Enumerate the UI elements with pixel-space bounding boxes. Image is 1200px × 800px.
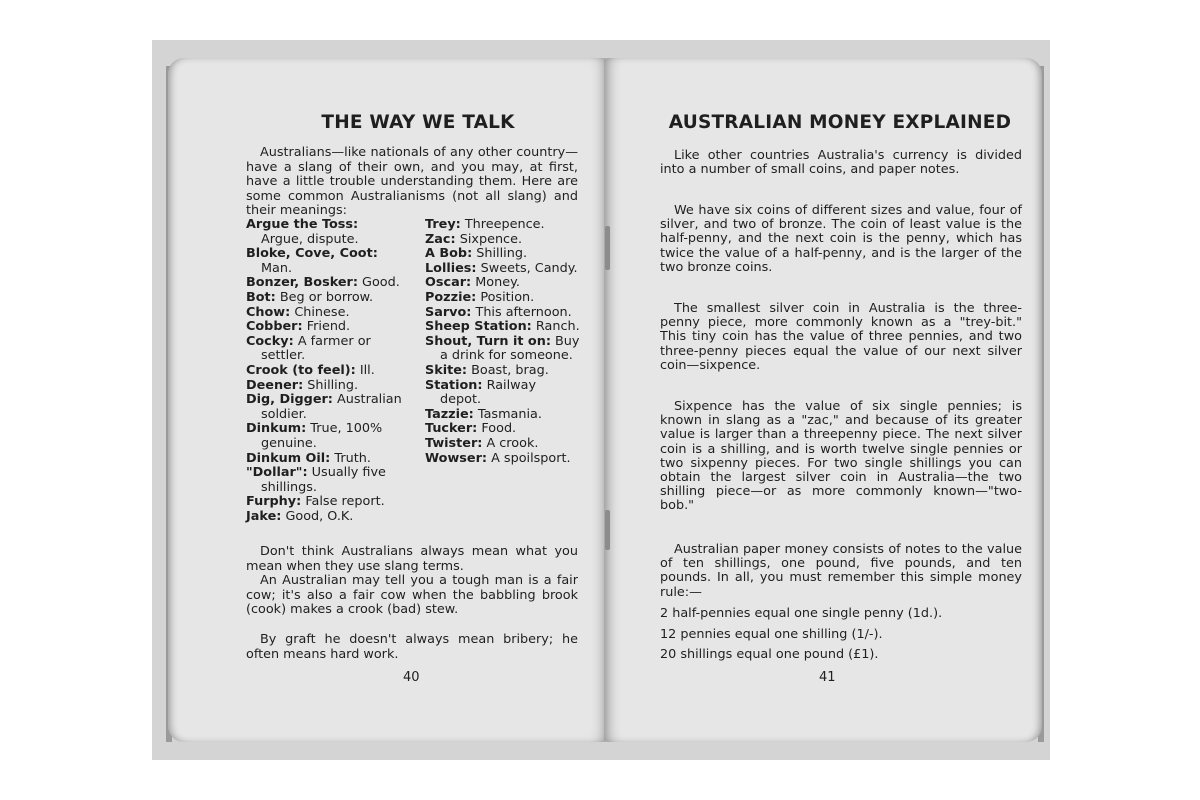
glossary-meaning: Argue, dispute. [261, 231, 359, 247]
glossary-term: Dinkum: [246, 421, 307, 437]
glossary-term: Furphy: [246, 494, 302, 510]
glossary-term: Dig, Digger: [246, 392, 333, 408]
glossary-entry [425, 379, 581, 408]
glossary-meaning: A farmer or settler. [261, 333, 371, 364]
glossary-term: Sarvo: [425, 304, 472, 320]
glossary-entry [246, 452, 404, 467]
slang-meaning-paragraph: Don't think Australians always mean what you mean when they use slang terms. [246, 544, 578, 574]
glossary-term: Wowser: [425, 450, 487, 466]
glossary-entry [246, 364, 404, 379]
glossary-entry [246, 393, 404, 422]
binding-staple [605, 226, 610, 270]
glossary-term: Dinkum Oil: [246, 450, 331, 466]
glossary-entry [246, 335, 404, 364]
glossary-entry [425, 335, 581, 364]
glossary-entry [246, 306, 404, 321]
glossary-meaning: Sweets, Candy. [480, 260, 578, 276]
glossary-term: Zac: [425, 231, 456, 247]
glossary-term: Chow: [246, 304, 291, 320]
glossary-entry [246, 291, 404, 306]
glossary-meaning: Usually five shillings. [261, 465, 386, 495]
glossary-term: Sheep Station: [425, 319, 532, 335]
glossary-entry [246, 276, 404, 291]
glossary-term: Crook (to feel): [246, 362, 356, 378]
glossary-entry [425, 218, 581, 233]
money-rule: 12 pennies equal one shilling (1/-). [660, 627, 883, 642]
glossary-meaning: Buy a drink for someone. [440, 333, 580, 364]
glossary-term: Deener: [246, 377, 304, 393]
glossary-meaning: Money. [475, 275, 520, 291]
glossary-entry [425, 291, 581, 306]
glossary-meaning: Position. [480, 289, 535, 305]
glossary-meaning: Ill. [359, 362, 375, 378]
intro-paragraph: Australians—like nationals of any other country—have a slang of their own, and you may, at first, have a little trouble understanding them. Here are some common Australianisms (not all slang) and their meanings: [246, 145, 578, 219]
glossary-entry [425, 408, 581, 423]
glossary-column-1 [246, 218, 404, 524]
glossary-entry [246, 379, 404, 394]
left-page [168, 58, 608, 742]
glossary-term: Jake: [246, 508, 282, 524]
glossary-meaning: False report. [305, 494, 385, 510]
glossary-meaning: Food. [481, 421, 517, 437]
glossary-term: Bot: [246, 289, 276, 305]
glossary-term: Trey: [425, 217, 461, 232]
glossary-meaning: Sixpence. [459, 231, 523, 247]
glossary-meaning: Man. [261, 260, 293, 276]
glossary-entry [425, 364, 581, 379]
glossary-term: "Dollar": [246, 465, 308, 481]
glossary-meaning: Truth. [334, 450, 371, 466]
glossary-meaning: Boast, brag. [471, 362, 549, 378]
glossary-term: Cobber: [246, 319, 303, 335]
glossary-entry [425, 276, 581, 291]
page-number-left: 40 [403, 670, 420, 685]
right-page [604, 58, 1042, 742]
glossary-meaning: Friend. [306, 319, 351, 335]
glossary-meaning: Threepence. [464, 217, 545, 232]
glossary-term: Skite: [425, 362, 468, 378]
glossary-term: A Bob: [425, 246, 473, 262]
glossary-term: Tucker: [425, 421, 478, 437]
glossary-term: Bloke, Cove, Coot: [246, 246, 378, 262]
glossary-entry [425, 452, 581, 467]
glossary-meaning: True, 100% genuine. [261, 421, 383, 451]
glossary-term: Station: [425, 377, 483, 393]
glossary-entry [425, 320, 581, 335]
glossary-term: Pozzie: [425, 289, 477, 305]
glossary-meaning: Good, O.K. [285, 508, 354, 524]
right-page-title: AUSTRALIAN MONEY EXPLAINED [668, 112, 1012, 133]
glossary-entry [246, 218, 404, 247]
glossary-meaning: Shilling. [307, 377, 359, 393]
glossary-meaning: A crook. [486, 435, 539, 451]
glossary-term: Lollies: [425, 260, 477, 276]
glossary-entry [425, 422, 581, 437]
glossary-entry [425, 437, 581, 452]
glossary-entry [246, 422, 404, 451]
graft-paragraph: By graft he doesn't always mean bribery; he often means hard work. [246, 632, 578, 662]
glossary-meaning: Chinese. [294, 304, 350, 320]
left-page-title: THE WAY WE TALK [321, 112, 515, 133]
glossary-term: Tazzie: [425, 406, 474, 422]
fair-cow-paragraph: An Australian may tell you a tough man is a fair cow; it's also a fair cow when the babbling brook (cook) makes a crook (bad) stew. [246, 573, 578, 618]
glossary-entry [246, 495, 404, 510]
glossary-meaning: A spoilsport. [491, 450, 571, 466]
glossary-meaning: Beg or borrow. [279, 289, 374, 305]
open-booklet [168, 58, 1042, 748]
threepence-paragraph: The smallest silver coin in Australia is the three-penny piece, more commonly known as a "trey-bit." This tiny coin has the value of three pennies, and two three-penny pieces equal the value of our next silver coin—sixpence. [660, 301, 1022, 373]
glossary-entry [246, 320, 404, 335]
glossary-term: Twister: [425, 435, 483, 451]
glossary-entry [425, 247, 581, 262]
glossary-meaning: Shilling. [476, 246, 528, 262]
glossary-term: Oscar: [425, 275, 472, 291]
glossary-meaning: Tasmania. [477, 406, 542, 422]
glossary-entry [425, 306, 581, 321]
glossary-meaning: Ranch. [535, 319, 580, 335]
glossary-term: Shout, Turn it on: [425, 333, 551, 349]
glossary-meaning: Australian soldier. [261, 392, 402, 422]
glossary-term: Cocky: [246, 333, 294, 349]
glossary-term: Bonzer, Bosker: [246, 275, 358, 291]
glossary-meaning: Railway depot. [440, 377, 537, 408]
money-rule: 2 half-pennies equal one single penny (1d.). [660, 606, 943, 621]
glossary-entry [246, 247, 404, 276]
binding-staple [605, 510, 610, 550]
glossary-entry [246, 510, 404, 525]
glossary-meaning: Good. [362, 275, 400, 291]
paper-money-paragraph: Australian paper money consists of notes to the value of ten shillings, one pound, five pounds, and ten pounds. In all, you must remember this simple money rule:— [660, 542, 1022, 600]
glossary-entry [425, 262, 581, 277]
sixpence-paragraph: Sixpence has the value of six single pennies; is known in slang as a "zac," and because of its greater value is larger than a threepenny piece. The next silver coin is a shilling, and is worth twelve single pennies or two sixpenny pieces. For two single shillings you can obtain the largest silver coin in Australia—the two shilling piece—or as more commonly known—"two-bob." [660, 399, 1022, 514]
glossary-column-2 [425, 218, 581, 466]
currency-intro-paragraph: Like other countries Australia's currency is divided into a number of small coins, and paper notes. [660, 148, 1022, 178]
money-rule: 20 shillings equal one pound (£1). [660, 647, 879, 662]
glossary-term: Argue the Toss: [246, 217, 359, 232]
glossary-entry [425, 233, 581, 248]
glossary-meaning: This afternoon. [475, 304, 572, 320]
glossary-entry [246, 466, 404, 495]
page-number-right: 41 [819, 670, 836, 685]
coins-paragraph: We have six coins of different sizes and value, four of silver, and two of bronze. The coin of least value is the half-penny, and the next coin is the penny, which has twice the value of a half-penny, and is the larger of the two bronze coins. [660, 203, 1022, 275]
